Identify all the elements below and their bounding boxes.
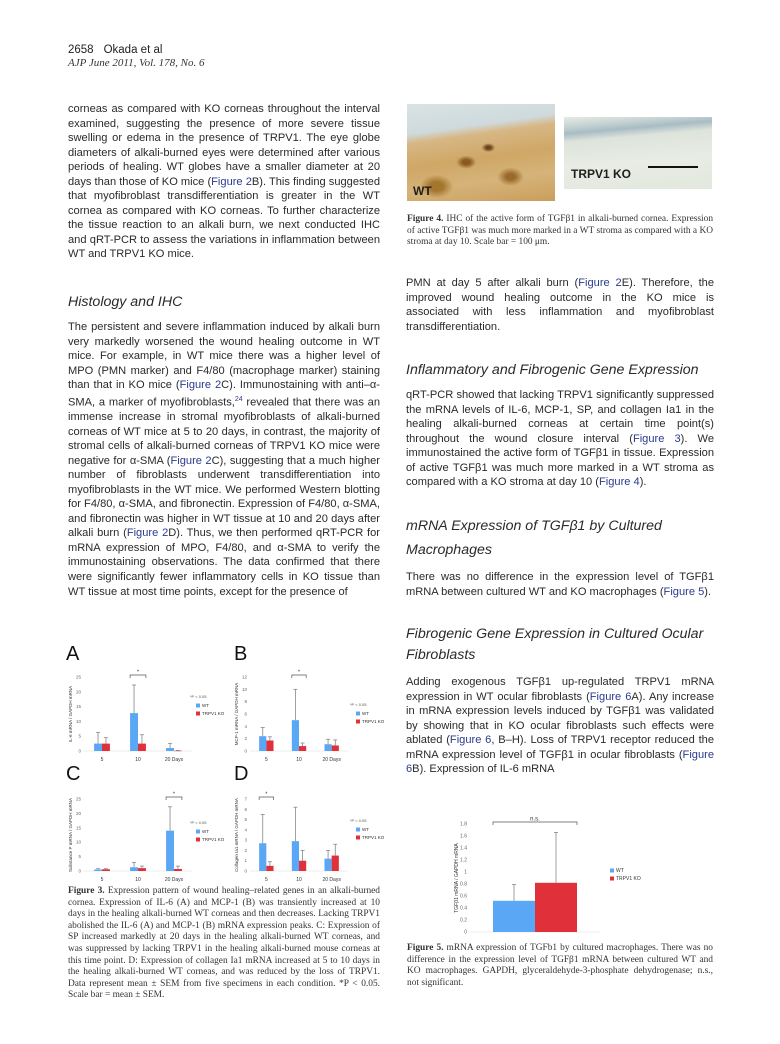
figure-5-caption: Figure 5. mRNA expression of TGFb1 by cultured macrophages. There was no difference in the expression level of TGFβ1 mRNA between cultured WT and KO macrophages. GAPDH, glyceraldehyde-3-phosphate dehydrogenase; n.s., not significant. bbox=[407, 943, 713, 988]
running-head bbox=[68, 44, 204, 69]
panel-label-c: C bbox=[66, 763, 81, 785]
chart-panel-a bbox=[62, 667, 230, 765]
svg-text:8: 8 bbox=[244, 699, 247, 705]
svg-text:0: 0 bbox=[464, 929, 467, 936]
svg-text:5: 5 bbox=[78, 854, 81, 860]
panel-label-b: B bbox=[234, 643, 248, 665]
svg-text:TRPV1 KO: TRPV1 KO bbox=[616, 876, 641, 882]
figure-link[interactable]: Figure 2 bbox=[211, 175, 252, 188]
svg-text:15: 15 bbox=[75, 704, 81, 710]
scale-bar bbox=[648, 166, 698, 168]
chart-panel-c bbox=[62, 787, 230, 885]
svg-text:*: * bbox=[265, 791, 268, 798]
svg-text:4: 4 bbox=[244, 827, 247, 833]
svg-text:3: 3 bbox=[244, 837, 247, 843]
svg-text:5: 5 bbox=[100, 757, 104, 763]
svg-text:10: 10 bbox=[135, 877, 141, 883]
svg-text:20: 20 bbox=[75, 810, 81, 816]
svg-text:5: 5 bbox=[78, 733, 81, 739]
svg-text:5: 5 bbox=[264, 757, 268, 763]
svg-text:10: 10 bbox=[296, 757, 302, 763]
svg-text:0.8: 0.8 bbox=[460, 881, 467, 888]
svg-text:Substance P mRNA / GAPDH mRNA: Substance P mRNA / GAPDH mRNA bbox=[68, 798, 73, 872]
figure-link[interactable]: Figure 2 bbox=[179, 379, 222, 392]
svg-text:20 Days: 20 Days bbox=[322, 877, 341, 883]
figure-link[interactable]: Figure 3 bbox=[632, 432, 681, 445]
svg-text:*P < 0.05: *P < 0.05 bbox=[350, 818, 367, 823]
svg-text:10: 10 bbox=[296, 877, 302, 883]
svg-text:*P < 0.05: *P < 0.05 bbox=[350, 702, 367, 707]
svg-text:0.2: 0.2 bbox=[460, 917, 467, 924]
svg-text:25: 25 bbox=[75, 674, 81, 680]
svg-text:0: 0 bbox=[78, 748, 81, 754]
chart-panel-d bbox=[228, 787, 396, 885]
figure-4-wt-micrograph bbox=[407, 104, 555, 201]
svg-text:5: 5 bbox=[244, 817, 247, 823]
svg-text:MCP-1 mRNA / GAPDH mRNA: MCP-1 mRNA / GAPDH mRNA bbox=[234, 682, 239, 746]
svg-text:15: 15 bbox=[75, 825, 81, 831]
figure-link[interactable]: Figure 2 bbox=[578, 277, 622, 289]
svg-text:*: * bbox=[136, 669, 140, 676]
figure-5-chart bbox=[430, 812, 690, 936]
svg-text:1.8: 1.8 bbox=[460, 821, 467, 828]
paragraph: There was no difference in the expression level of TGFβ1 mRNA between cultured WT and KO macrophages (Figure 5). bbox=[406, 571, 714, 598]
svg-text:TGFβ1 mRNA / GAPDH mRNA: TGFβ1 mRNA / GAPDH mRNA bbox=[454, 843, 460, 913]
svg-text:10: 10 bbox=[241, 686, 247, 692]
svg-text:5: 5 bbox=[264, 877, 268, 883]
svg-text:WT: WT bbox=[202, 829, 209, 834]
svg-text:12: 12 bbox=[241, 674, 247, 680]
paragraph: PMN at day 5 after alkali burn (Figure 2E). Therefore, the improved wound healing outcome in the KO mice is associated with less inflammation and myofibroblast transdifferentiation. bbox=[406, 277, 714, 333]
section-heading: Fibrogenic Gene Expression in Cultured Ocular Fibroblasts bbox=[406, 626, 704, 664]
figure-link[interactable]: Figure 5 bbox=[663, 585, 705, 598]
svg-text:TRPV1 KO: TRPV1 KO bbox=[202, 837, 225, 842]
paragraph: corneas as compared with KO corneas throughout the interval examined, suggesting the presence of more severe tissue swelling or edema in the presence of TRPV1. The eye globe diameters of alkali-burned eyes were determined after various periods of healing. WT globes have a smaller diameter at 20 days than those of KO mice (Figure 2B). This finding suggested that myofibroblast transdifferentiation is greater in the WT cornea as compared with KO corneas. To further characterize the tissue reaction to an alkali burn, we next conducted IHC and qRT-PCR to assess the variations in inflammation between WT and TRPV1 KO mice. bbox=[68, 103, 380, 261]
paragraph: The persistent and severe inflammation induced by alkali burn very markedly worsened the wound healing outcome in WT mice. For example, in WT mice there was a higher level of MPO (PMN marker) and F4/80 (macrophage marker) staining than that in KO mice (Figure 2C). Immunostaining with anti–α-SMA, a marker of myofibroblasts,$^{24}$ revealed that there was an immense increase in stromal myofibroblasts of alkali-burned corneas of WT mice at 5 to 20 days, in contrast, the majority of stromal cells of alkali-burned corneas of TRPV1 KO mice were negative for α-SMA (Figure 2C), suggesting that a much higher number of fibroblasts underwent transdifferentiation into myofibroblasts in the WT mice. We performed Western blotting for F4/80, α-SMA, and fibronectin. Expression of F4/80, α-SMA, and fibronectin was higher in WT tissue at 10 and 20 days after alkali burn (Figure 2D). Thus, we then performed qRT-PCR for mRNA expression of MPO, F4/80, and α-SMA to verify the immunostaining observations. The data confirmed that there were significantly fewer inflammatory cells in KO tissue than WT tissue at most time points, except for the presence of bbox=[68, 321, 381, 598]
figure-link[interactable]: Figure 2 bbox=[126, 527, 169, 540]
figure-link[interactable]: Figure 4 bbox=[599, 476, 640, 489]
right-column bbox=[406, 276, 714, 777]
svg-text:TRPV1 KO: TRPV1 KO bbox=[202, 711, 225, 716]
figure-link[interactable]: Figure 2 bbox=[170, 454, 212, 467]
section-heading: mRNA Expression of TGFβ1 by Cultured Macrophages bbox=[406, 518, 662, 559]
svg-text:*: * bbox=[172, 791, 176, 798]
svg-text:1: 1 bbox=[244, 858, 247, 864]
svg-text:1.6: 1.6 bbox=[460, 833, 467, 840]
svg-text:n.s.: n.s. bbox=[530, 816, 540, 823]
authors: Okada et al bbox=[103, 44, 163, 56]
svg-text:WT: WT bbox=[362, 711, 369, 716]
svg-text:1.2: 1.2 bbox=[460, 857, 467, 864]
svg-text:2: 2 bbox=[244, 736, 247, 742]
svg-text:10: 10 bbox=[75, 718, 81, 724]
svg-text:*: * bbox=[297, 669, 301, 676]
paragraph: Adding exogenous TGFβ1 up-regulated TRPV1 mRNA expression in WT ocular fibroblasts (Figure 6A). Any increase in mRNA expression levels induced by TGFβ1 was validated by showing that in KO ocular fibroblasts such effects were ablated (Figure 6, B–H). Loss of TRPV1 receptor reduced the mRNA expression level of TGFβ1 in ocular fibroblasts (Figure 6B). Expression of IL-6 mRNA bbox=[406, 676, 714, 776]
citation-link[interactable]: 24 bbox=[234, 395, 243, 403]
svg-text:WT: WT bbox=[362, 827, 369, 832]
svg-text:4: 4 bbox=[244, 723, 247, 729]
figure-3 bbox=[62, 645, 398, 885]
panel-label-d: D bbox=[234, 763, 249, 785]
figure-link[interactable]: Figure 6 bbox=[589, 690, 632, 703]
micrograph-label-wt: WT bbox=[413, 184, 432, 198]
svg-text:*P < 0.05: *P < 0.05 bbox=[190, 694, 207, 699]
svg-text:0: 0 bbox=[244, 868, 247, 874]
svg-text:6: 6 bbox=[244, 711, 247, 717]
paragraph: qRT-PCR showed that lacking TRPV1 significantly suppressed the mRNA levels of IL-6, MCP-1, SP, and collagen Ia1 in the healing alkali-burned corneas at certain time point(s) throughout the wound closure interval (Figure 3). We immunostained the active form of TGFβ1 in tissue. Expression of active TGFβ1 was much more marked in a WT stroma as compared with a KO stroma at day 10 (Figure 4). bbox=[406, 389, 714, 489]
section-heading: Histology and IHC bbox=[68, 294, 183, 311]
svg-text:0.4: 0.4 bbox=[460, 905, 467, 912]
svg-text:0.6: 0.6 bbox=[460, 893, 467, 900]
svg-text:2: 2 bbox=[244, 847, 247, 853]
svg-text:IL-6 mRNA / GAPDH mRNA: IL-6 mRNA / GAPDH mRNA bbox=[68, 685, 73, 743]
svg-text:*P < 0.05: *P < 0.05 bbox=[190, 820, 207, 825]
section-heading: Inflammatory and Fibrogenic Gene Expression bbox=[406, 362, 699, 379]
svg-text:6: 6 bbox=[244, 806, 247, 812]
figure-4-ko-micrograph bbox=[564, 117, 712, 189]
svg-text:WT: WT bbox=[616, 868, 624, 874]
svg-text:1.4: 1.4 bbox=[460, 845, 467, 852]
svg-text:0: 0 bbox=[78, 868, 81, 874]
panel-label-a: A bbox=[66, 643, 80, 665]
figure-link[interactable]: Figure 6 bbox=[406, 748, 714, 776]
svg-text:5: 5 bbox=[100, 877, 104, 883]
svg-text:10: 10 bbox=[75, 839, 81, 845]
svg-text:20: 20 bbox=[75, 689, 81, 695]
svg-text:WT: WT bbox=[202, 703, 209, 708]
svg-text:TRPV1 KO: TRPV1 KO bbox=[362, 835, 385, 840]
svg-text:10: 10 bbox=[135, 757, 141, 763]
left-column bbox=[68, 102, 380, 599]
svg-text:20 Days: 20 Days bbox=[164, 757, 184, 763]
svg-text:7: 7 bbox=[244, 796, 247, 802]
svg-text:0: 0 bbox=[244, 748, 247, 754]
journal-citation: AJP June 2011, Vol. 178, No. 6 bbox=[68, 57, 205, 69]
chart-panel-b bbox=[228, 667, 396, 765]
svg-text:20 Days: 20 Days bbox=[322, 757, 341, 763]
svg-text:20 Days: 20 Days bbox=[164, 877, 184, 883]
svg-text:Collagen Ia1 mRNA / GAPDH mRNA: Collagen Ia1 mRNA / GAPDH mRNA bbox=[234, 798, 239, 872]
svg-text:25: 25 bbox=[75, 796, 81, 802]
page-number: 2658 bbox=[68, 44, 94, 56]
svg-text:1: 1 bbox=[464, 869, 467, 876]
page-number-line bbox=[68, 44, 204, 56]
micrograph-label-ko: TRPV1 KO bbox=[571, 167, 632, 181]
svg-text:TRPV1 KO: TRPV1 KO bbox=[362, 719, 385, 724]
figure-4-caption: Figure 4. IHC of the active form of TGFβ1 in alkali-burned cornea. Expression of active TGFβ1 was much more marked in a WT stroma as compared with a KO stroma at day 10. Scale bar = 100 μm. bbox=[407, 214, 714, 248]
figure-3-caption: Figure 3. Expression pattern of wound healing–related genes in an alkali-burned cornea. Expression of IL-6 (A) and MCP-1 (B) was transiently increased at 10 days in the healing alkali-burned WT corneas and then decreases. Lacking TRPV1 abolished the IL-6 (A) and MCP-1 (B) mRNA expression peaks. C: Expression of SP increased markedly at 20 days in the healing alkali-burned WT corneas, and was suppressed by lacking TRPV1 in the healing alkali-burned mouse corneas at this time point. D: Expression of collagen Ia1 mRNA increased at 5 to 10 days in the healing alkali-burned WT corneas, and was reduced by the loss of TRPV1. Data represent mean ± SEM from five specimens in each condition. *P < 0.05. Scale bar = mean ± SEM. bbox=[68, 886, 380, 1001]
figure-link[interactable]: Figure 6 bbox=[449, 734, 492, 747]
